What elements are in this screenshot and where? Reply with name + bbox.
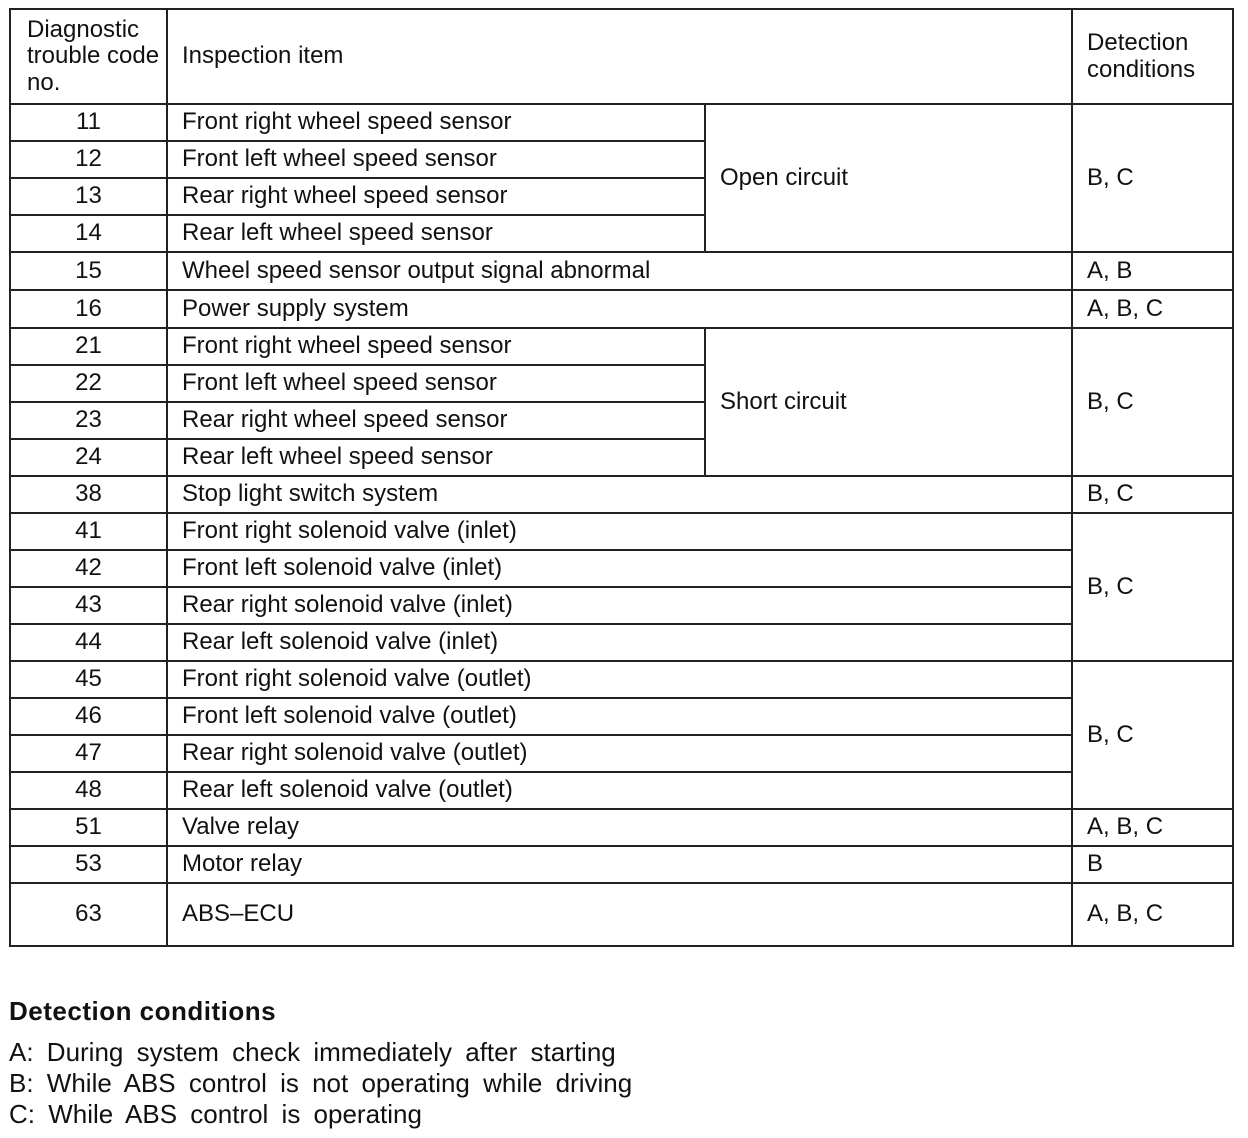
table-row (10, 252, 1233, 290)
header-inspection-item: Inspection item (167, 9, 1072, 104)
code-cell: 43 (10, 587, 167, 624)
legend-title: Detection conditions (9, 996, 277, 1026)
conditions-cell: B, C (1072, 328, 1233, 476)
conditions-cell: A, B (1072, 252, 1233, 290)
code-cell: 44 (10, 624, 167, 661)
table-header-row (10, 9, 1233, 104)
code-cell: 13 (10, 178, 167, 215)
item-cell: Rear right wheel speed sensor (167, 178, 705, 215)
item-cell: Front left solenoid valve (outlet) (167, 698, 1072, 735)
code-cell: 15 (10, 252, 167, 290)
table-row (10, 809, 1233, 846)
code-cell: 51 (10, 809, 167, 846)
table-row (10, 846, 1233, 883)
item-cell: Rear right solenoid valve (inlet) (167, 587, 1072, 624)
item-cell: Front right solenoid valve (inlet) (167, 513, 1072, 550)
item-cell: Rear left solenoid valve (outlet) (167, 772, 1072, 809)
item-cell: Valve relay (167, 809, 1072, 846)
code-cell: 42 (10, 550, 167, 587)
legend-line-a: A: During system check immediately after starting (9, 1037, 616, 1067)
item-cell: Rear right solenoid valve (outlet) (167, 735, 1072, 772)
header-detection-conditions: Detection conditions (1072, 9, 1233, 104)
header-code: Diagnostic trouble code no. (10, 9, 167, 104)
item-cell: Front right solenoid valve (outlet) (167, 661, 1072, 698)
item-cell: Rear left solenoid valve (inlet) (167, 624, 1072, 661)
item-cell: Power supply system (167, 290, 1072, 328)
conditions-cell: A, B, C (1072, 290, 1233, 328)
item-cell: Front right wheel speed sensor (167, 104, 705, 141)
item-cell: Rear right wheel speed sensor (167, 402, 705, 439)
legend-line-b: B: While ABS control is not operating while driving (9, 1068, 633, 1098)
item-cell: Rear left wheel speed sensor (167, 439, 705, 476)
table-row (10, 513, 1233, 550)
table-row (10, 661, 1233, 698)
code-cell: 14 (10, 215, 167, 252)
item-cell: ABS–ECU (167, 883, 1072, 946)
table-row (10, 290, 1233, 328)
code-cell: 23 (10, 402, 167, 439)
item-cell: Motor relay (167, 846, 1072, 883)
table-row (10, 698, 1233, 735)
conditions-cell: B, C (1072, 513, 1233, 661)
fault-type-cell: Open circuit (705, 104, 1072, 252)
code-cell: 16 (10, 290, 167, 328)
table-row (10, 624, 1233, 661)
code-cell: 11 (10, 104, 167, 141)
code-cell: 22 (10, 365, 167, 402)
item-cell: Front right wheel speed sensor (167, 328, 705, 365)
code-cell: 24 (10, 439, 167, 476)
conditions-cell: B, C (1072, 661, 1233, 809)
code-cell: 53 (10, 846, 167, 883)
conditions-cell: A, B, C (1072, 883, 1233, 946)
table-row (10, 476, 1233, 513)
legend-line-c: C: While ABS control is operating (9, 1099, 422, 1129)
table-row (10, 883, 1233, 946)
code-cell: 48 (10, 772, 167, 809)
code-cell: 41 (10, 513, 167, 550)
code-cell: 12 (10, 141, 167, 178)
item-cell: Front left solenoid valve (inlet) (167, 550, 1072, 587)
table-row (10, 587, 1233, 624)
item-cell: Front left wheel speed sensor (167, 365, 705, 402)
code-cell: 21 (10, 328, 167, 365)
item-cell: Wheel speed sensor output signal abnormal (167, 252, 1072, 290)
table-row (10, 772, 1233, 809)
table-row (10, 550, 1233, 587)
conditions-cell: B (1072, 846, 1233, 883)
diagnostic-code-table (9, 8, 1234, 947)
code-cell: 38 (10, 476, 167, 513)
conditions-cell: B, C (1072, 476, 1233, 513)
table-row (10, 735, 1233, 772)
code-cell: 47 (10, 735, 167, 772)
detection-conditions-legend (9, 996, 1232, 1130)
conditions-cell: A, B, C (1072, 809, 1233, 846)
item-cell: Rear left wheel speed sensor (167, 215, 705, 252)
item-cell: Front left wheel speed sensor (167, 141, 705, 178)
table-row (10, 328, 1233, 365)
code-cell: 63 (10, 883, 167, 946)
fault-type-cell: Short circuit (705, 328, 1072, 476)
table-row (10, 104, 1233, 141)
item-cell: Stop light switch system (167, 476, 1072, 513)
code-cell: 45 (10, 661, 167, 698)
code-cell: 46 (10, 698, 167, 735)
conditions-cell: B, C (1072, 104, 1233, 252)
